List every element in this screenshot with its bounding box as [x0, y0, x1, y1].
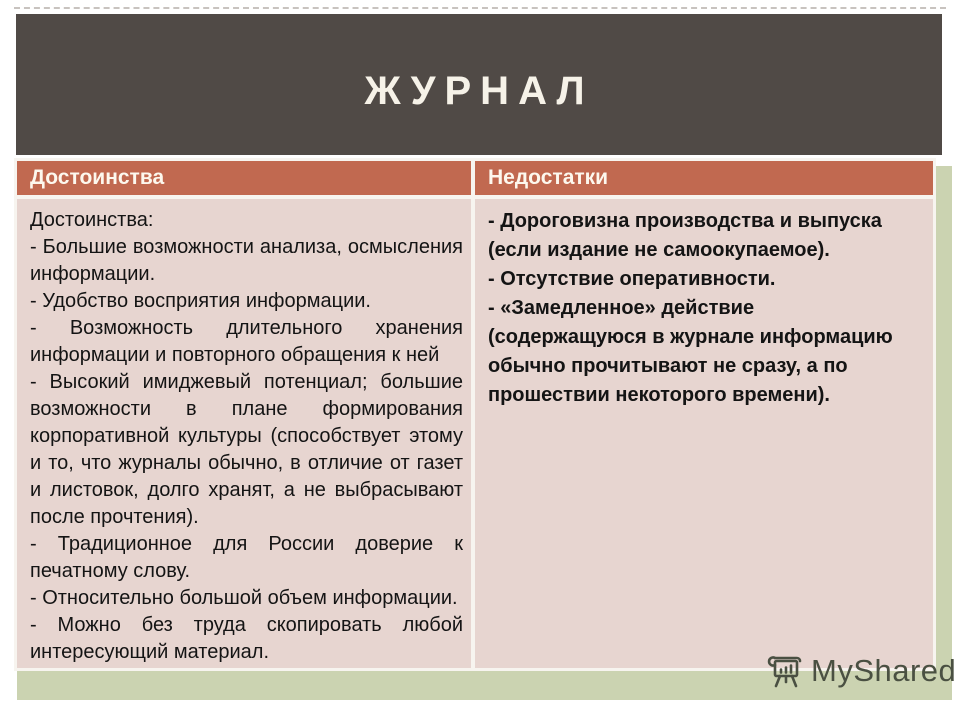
top-dashed-divider [14, 7, 946, 9]
advantages-cell [17, 199, 471, 668]
list-item: - Возможность длительного хранения информации и повторного обращения к ней [30, 317, 463, 366]
list-item: - Большие возможности анализа, осмысления информации. [30, 236, 463, 285]
list-item: Достоинства: [30, 209, 154, 231]
column-header-advantages: Достоинства [17, 161, 471, 195]
list-item: - Высокий имиджевый потенциал; большие возможности в плане формирования корпоративной культуры (способствует этому и то, что журналы обычно, в отличие от газет и листовок, долго хранят, а не выбрасывают после прочтения). [30, 371, 463, 528]
column-header-disadvantages: Недостатки [475, 161, 933, 195]
slide-title-bar [16, 14, 942, 155]
list-item: - Отсутствие оперативности. [488, 268, 776, 290]
watermark-label: MyShared [811, 653, 957, 688]
list-item: - Удобство восприятия информации. [30, 290, 371, 312]
list-item: - Традиционное для России доверие к печатному слову. [30, 533, 463, 582]
list-item: - «Замедленное» действие (содержащуюся в журнале информацию обычно прочитывают не сразу, а по прошествии некоторого времени). [488, 297, 893, 406]
disadvantages-cell [475, 199, 933, 668]
list-item: - Можно без труда скопировать любой интересующий материал. [30, 614, 463, 663]
list-item: - Относительно большой объем информации. [30, 587, 458, 609]
flipchart-barchart-icon [766, 651, 806, 691]
page-title: ЖУРНАЛ [364, 69, 594, 113]
list-item: - Дороговизна производства и выпуска (если издание не самоокупаемое). [488, 210, 882, 261]
advantages-disadvantages-table [14, 158, 936, 671]
myshared-watermark[interactable] [766, 651, 956, 691]
